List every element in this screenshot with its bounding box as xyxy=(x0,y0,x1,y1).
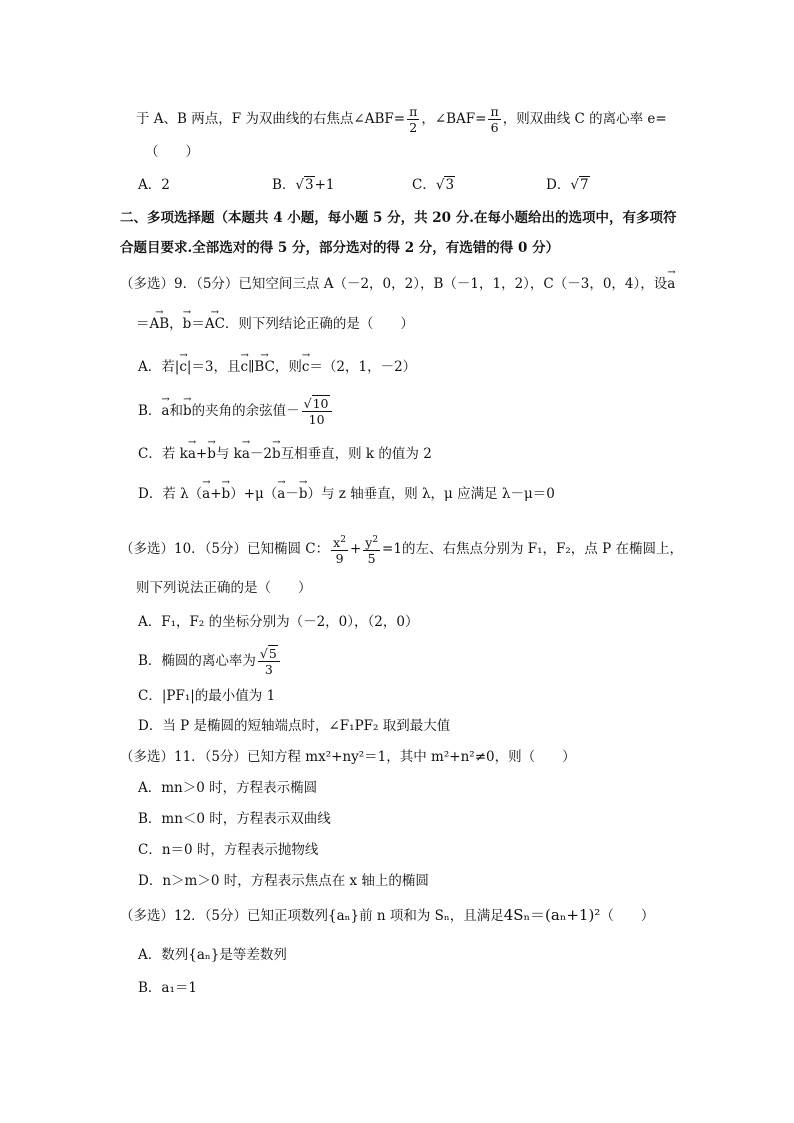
text: D．若 λ（ xyxy=(138,486,203,502)
fraction-pi-2 xyxy=(407,104,419,135)
radicand: 3 xyxy=(445,177,455,193)
equals: ＝ xyxy=(191,316,205,332)
q10-stem-tail: 的左、右焦点分别为 F₁，F₂，点 P 在椭圆上， xyxy=(401,541,683,558)
var-x: x xyxy=(333,535,341,551)
option-suffix: +1 xyxy=(314,177,335,193)
separator: ， xyxy=(421,111,435,127)
q12-option-a: A．数列{aₙ}是等差数列 xyxy=(138,947,287,963)
text: B．椭圆的离心率为 xyxy=(138,653,256,669)
q8-option-a: A．2 xyxy=(138,177,170,193)
vector-c: → c xyxy=(302,357,310,377)
q9-option-c xyxy=(138,444,432,464)
q9-option-a xyxy=(138,357,416,377)
sqrt-3: √3 xyxy=(295,177,314,193)
frac-num: π xyxy=(490,104,499,119)
text: 互相垂直，则 k 的值为 2 xyxy=(280,446,432,462)
var-y: y xyxy=(365,535,373,551)
text: 和 xyxy=(169,403,183,419)
text: C．若 k xyxy=(138,446,188,462)
equals-one: =1 xyxy=(382,541,402,558)
vector-a: → a xyxy=(188,444,196,464)
frac-den: 9 xyxy=(335,551,344,567)
fraction-y2-5 xyxy=(363,533,380,566)
radicand: 5 xyxy=(268,646,277,661)
text: |＝3，且 xyxy=(186,359,241,375)
frac-den: 6 xyxy=(490,120,499,135)
frac-num: $y^2$ xyxy=(365,535,379,551)
q10-stem-line1 xyxy=(120,533,683,566)
sqrt-3: √3 xyxy=(435,177,455,193)
q8-answer-paren: （ ） xyxy=(145,144,199,160)
text: － xyxy=(285,486,299,502)
q9-stem: （多选）9．（5分）已知空间三点 A（－2，0，2），B（－1，1，2），C（－3，0，4），设 xyxy=(120,276,668,292)
text: + xyxy=(195,446,208,462)
text: B． xyxy=(138,403,162,419)
text: ，则 xyxy=(274,359,302,375)
text: －2 xyxy=(249,446,272,462)
q8-option-c xyxy=(412,175,455,195)
q11-stem: （多选）11．（5分）已知方程 mx²+ny²＝1，其中 m²+n²≠0，则（ ） xyxy=(120,749,576,765)
vector-b: → b xyxy=(222,484,231,504)
q10-option-c: C．|PF₁|的最小值为 1 xyxy=(138,688,276,704)
frac-den: 5 xyxy=(367,551,376,567)
plus: + xyxy=(349,541,362,558)
q8-option-d xyxy=(546,175,590,195)
vector-a: → a xyxy=(202,484,210,504)
radicand: 3 xyxy=(305,177,314,193)
text: 的夹角的余弦值－ xyxy=(191,403,300,419)
vector-a: → a xyxy=(242,444,250,464)
fraction-sqrt10-10 xyxy=(302,396,332,427)
q11-option-a: A．mn＞0 时，方程表示椭圆 xyxy=(138,780,318,796)
q8-stem-text: 于 A、B 两点，F 为双曲线的右焦点 xyxy=(136,111,354,127)
q12-formula: 4Sₙ＝(aₙ+1)² xyxy=(503,906,601,924)
vector-b: → b xyxy=(183,314,192,334)
parallel: ∥ xyxy=(248,359,255,375)
vector-c: → c xyxy=(241,357,249,377)
q11-option-d: D．n＞m＞0 时，方程表示焦点在 x 轴上的椭圆 xyxy=(138,873,429,889)
option-prefix: C． xyxy=(412,177,436,193)
q12-stem-text: （多选）12．（5分）已知正项数列{aₙ}前 n 项和为 Sₙ，且满足 xyxy=(120,908,504,924)
text: ）+μ（ xyxy=(230,486,278,502)
q8-option-b xyxy=(272,175,335,195)
q11-option-b: B．mn＜0 时，方程表示双曲线 xyxy=(138,811,331,827)
q10-stem: （多选）10．（5分）已知椭圆 C： xyxy=(120,541,330,558)
q8-stem-tail: ，则双曲线 C 的离心率 e= xyxy=(502,111,667,127)
frac-num: π xyxy=(409,104,418,119)
vector-a: → a xyxy=(277,484,285,504)
vector-bc: → BC xyxy=(254,357,275,377)
frac-den: 10 xyxy=(308,412,325,427)
frac-num: √5 xyxy=(258,646,280,662)
vector-ac: → AC xyxy=(205,314,225,334)
q10-option-a: A．F₁，F₂ 的坐标分别为（－2，0），（2，0） xyxy=(138,614,419,630)
q12-option-b: B．a₁＝1 xyxy=(138,980,197,996)
angle-baf: ∠BAF= xyxy=(434,111,487,127)
radicand: 7 xyxy=(579,177,589,193)
q12-answer-paren: （ ） xyxy=(600,908,655,924)
angle-abf: ∠ABF= xyxy=(353,111,406,127)
option-prefix: D． xyxy=(546,177,571,193)
q9-option-b xyxy=(138,396,334,427)
vector-b: → b xyxy=(183,401,192,421)
sqrt-7: √7 xyxy=(570,177,589,193)
equals: ＝ xyxy=(136,316,150,332)
vector-a: → a xyxy=(667,274,675,294)
q12-stem xyxy=(120,905,654,926)
vector-b: → b xyxy=(299,484,308,504)
fraction-x2-9 xyxy=(331,533,348,566)
radicand: 10 xyxy=(312,396,329,411)
fraction-pi-6 xyxy=(488,104,500,135)
text: + xyxy=(210,486,222,502)
text: A．若| xyxy=(138,359,180,375)
vector-c: → c xyxy=(179,357,187,377)
q9-stem-line1 xyxy=(120,274,675,294)
comma: ， xyxy=(169,316,183,332)
vector-ab: → AB xyxy=(150,314,170,334)
q8-stem xyxy=(136,104,667,135)
frac-den: 2 xyxy=(409,120,418,135)
section-heading-line1: 二、多项选择题（本题共 4 小题，每小题 5 分，共 20 分.在每小题给出的选项中，有多项符 xyxy=(120,210,677,226)
frac-num: √10 xyxy=(302,396,332,412)
frac-den: 3 xyxy=(264,662,273,677)
vector-a: → a xyxy=(161,401,169,421)
fraction-sqrt5-3 xyxy=(258,646,280,677)
text: ）与 z 轴垂直，则 λ，μ 应满足 λ－μ＝0 xyxy=(307,486,555,502)
q9-stem-tail: ．则下列结论正确的是（ ） xyxy=(224,316,414,332)
q10-stem-line2: 则下列说法正确的是（ ） xyxy=(136,580,312,596)
frac-num: $x^2$ xyxy=(333,535,346,551)
q11-option-c: C．n＝0 时，方程表示抛物线 xyxy=(138,842,319,858)
vector-b: → b xyxy=(207,444,216,464)
text: 与 k xyxy=(215,446,242,462)
q9-option-d xyxy=(138,484,555,504)
q10-option-d: D．当 P 是椭圆的短轴端点时，∠F₁PF₂ 取到最大值 xyxy=(138,718,451,734)
vector-b: → b xyxy=(272,444,281,464)
text: ＝（2，1，－2） xyxy=(309,359,417,375)
q10-option-b xyxy=(138,646,282,677)
option-prefix: B． xyxy=(272,177,296,193)
q9-stem-line2 xyxy=(136,314,414,334)
section-heading-line2: 合题目要求.全部选对的得 5 分，部分选对的得 2 分，有选错的得 0 分） xyxy=(120,240,560,256)
